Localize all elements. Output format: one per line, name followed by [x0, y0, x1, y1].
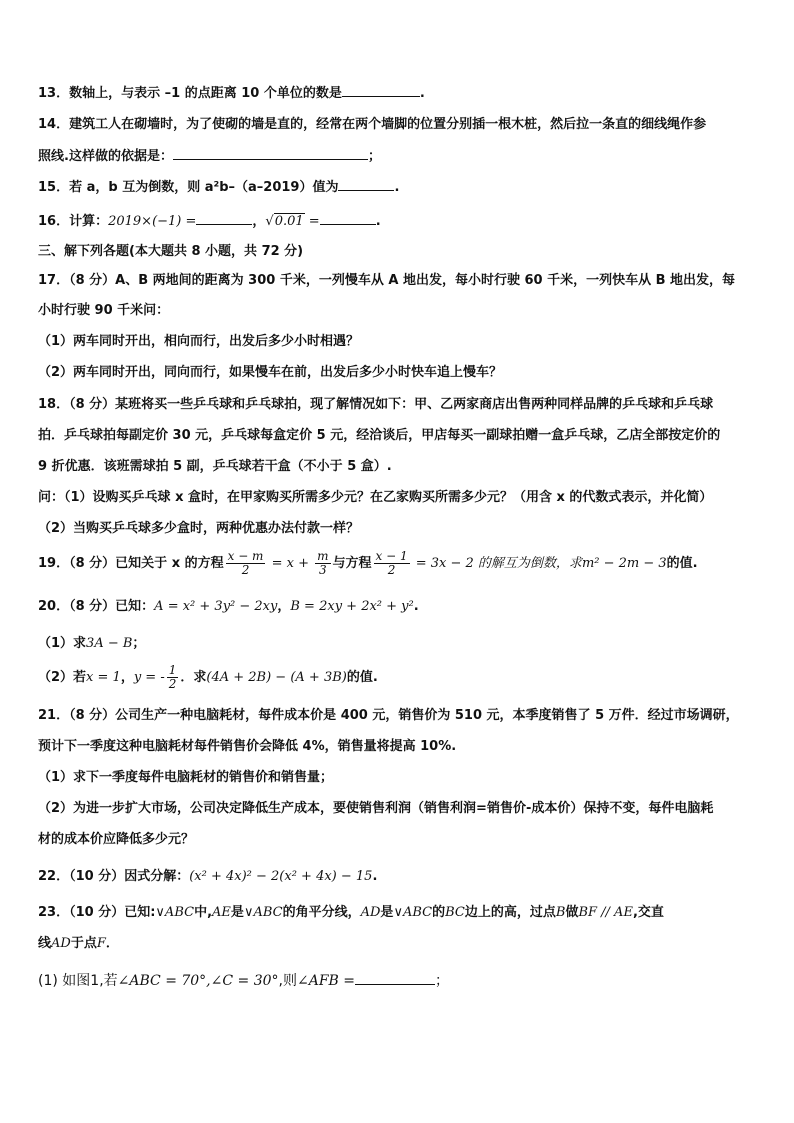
- question-21-line1: 21．（8 分）公司生产一种电脑耗材，每件成本价是 400 元，销售价为 510 元，本季度销售了 5 万件．经过市场调研，: [38, 708, 739, 723]
- question-20-part2: （2）若x = 1，y = - $\frac{1}{2}$ ．求(4A + 2B) − (A + 3B)的值.: [38, 663, 378, 691]
- question-17-part1: （1）两车同时开出，相向而行，出发后多少小时相遇？: [38, 334, 360, 349]
- answer-blank[interactable]: [173, 147, 368, 160]
- question-19: 19．（8 分）已知关于 x 的方程 $\frac{x - m}{2}$ = x + $\frac{m}{3}$ 与方程 $\frac{x - 1}{2}$ = 3x − 2 的解互为倒数，求m² − 2m − 3的值.: [38, 549, 698, 577]
- question-17-part2: （2）两车同时开出，同向而行，如果慢车在前，出发后多少小时快车追上慢车？: [38, 365, 503, 380]
- question-17-line1: 17．（8 分）A、B 两地间的距离为 300 千米，一列慢车从 A 地出发，每小时行驶 60 千米，一列快车从 B 地出发，每: [38, 273, 736, 288]
- question-18-part2: （2）当购买乒乓球多少盒时，两种优惠办法付款一样？: [38, 521, 360, 536]
- question-18-line2: 拍．乒乓球拍每副定价 30 元，乒乓球每盒定价 5 元，经洽谈后，甲店每买一副球拍赠一盒乒乓球，乙店全部按定价的: [38, 428, 721, 443]
- question-21-line2: 预计下一季度这种电脑耗材每件销售价会降低 4%，销售量将提高 10%.: [38, 739, 457, 754]
- question-13: 13．数轴上，与表示 –1 的点距离 10 个单位的数是 .: [38, 86, 425, 101]
- answer-blank[interactable]: [355, 972, 435, 985]
- fraction: $\frac{x - 1}{2}$: [375, 549, 408, 577]
- answer-blank[interactable]: [196, 212, 252, 225]
- fraction: $\frac{m}{3}$: [317, 549, 329, 577]
- question-23-line1: 23．（10 分）已知:∨ABC中,AE是∨ABC的角平分线，AD是∨ABC的BC边上的高，过点B做BF // AE,交直: [38, 905, 664, 920]
- sqrt-expression: 0.01: [274, 214, 304, 229]
- question-14-line1: 14．建筑工人在砌墙时，为了使砌的墙是直的，经常在两个墙脚的位置分别插一根木桩，然后拉一条直的细线绳作参: [38, 117, 707, 132]
- answer-blank[interactable]: [320, 212, 376, 225]
- question-18-line1: 18．（8 分）某班将买一些乒乓球和乒乓球拍，现了解情况如下：甲、乙两家商店出售两种同样品牌的乒乓球和乒乓球: [38, 397, 714, 412]
- answer-blank[interactable]: [342, 84, 420, 97]
- fraction: $\frac{1}{2}$: [168, 663, 177, 691]
- question-23-part1: (1) 如图1,若∠ABC = 70°,∠C = 30°,则∠AFB = ；: [38, 973, 450, 989]
- question-16: 16．计算：2019×(−1) = ，√0.01 = .: [38, 214, 381, 229]
- section-heading: 三、解下列各题(本大题共 8 小题，共 72 分): [38, 244, 304, 259]
- question-18-part1: 问：（1）设购买乒乓球 x 盒时，在甲家购买所需多少元？在乙家购买所需多少元？（用含 x 的代数式表示，并化简）: [38, 490, 713, 505]
- question-21-part2-line1: （2）为进一步扩大市场，公司决定降低生产成本，要使销售利润（销售利润=销售价-成本价）保持不变，每件电脑耗: [38, 801, 714, 816]
- question-23-line2: 线AD于点F．: [38, 936, 119, 951]
- question-22: 22．（10 分）因式分解：(x² + 4x)² − 2(x² + 4x) − 15.: [38, 869, 378, 884]
- question-18-line3: 9 折优惠．该班需球拍 5 副，乒乓球若干盒（不小于 5 盒）.: [38, 459, 392, 474]
- fraction: $\frac{x - m}{2}$: [227, 549, 264, 577]
- question-17-line2: 小时行驶 90 千米问：: [38, 303, 170, 318]
- answer-blank[interactable]: [338, 178, 394, 191]
- question-20-part1: （1）求3A − B；: [38, 636, 146, 651]
- question-14-line2: 照线.这样做的依据是： ；: [38, 149, 381, 164]
- question-20: 20．（8 分）已知：A = x² + 3y² − 2xy，B = 2xy + 2x² + y².: [38, 599, 419, 614]
- question-21-part1: （1）求下一季度每件电脑耗材的销售价和销售量；: [38, 770, 334, 785]
- question-21-part2-line2: 材的成本价应降低多少元？: [38, 832, 195, 847]
- question-15: 15．若 a，b 互为倒数，则 a²b–（a–2019）值为 .: [38, 180, 400, 195]
